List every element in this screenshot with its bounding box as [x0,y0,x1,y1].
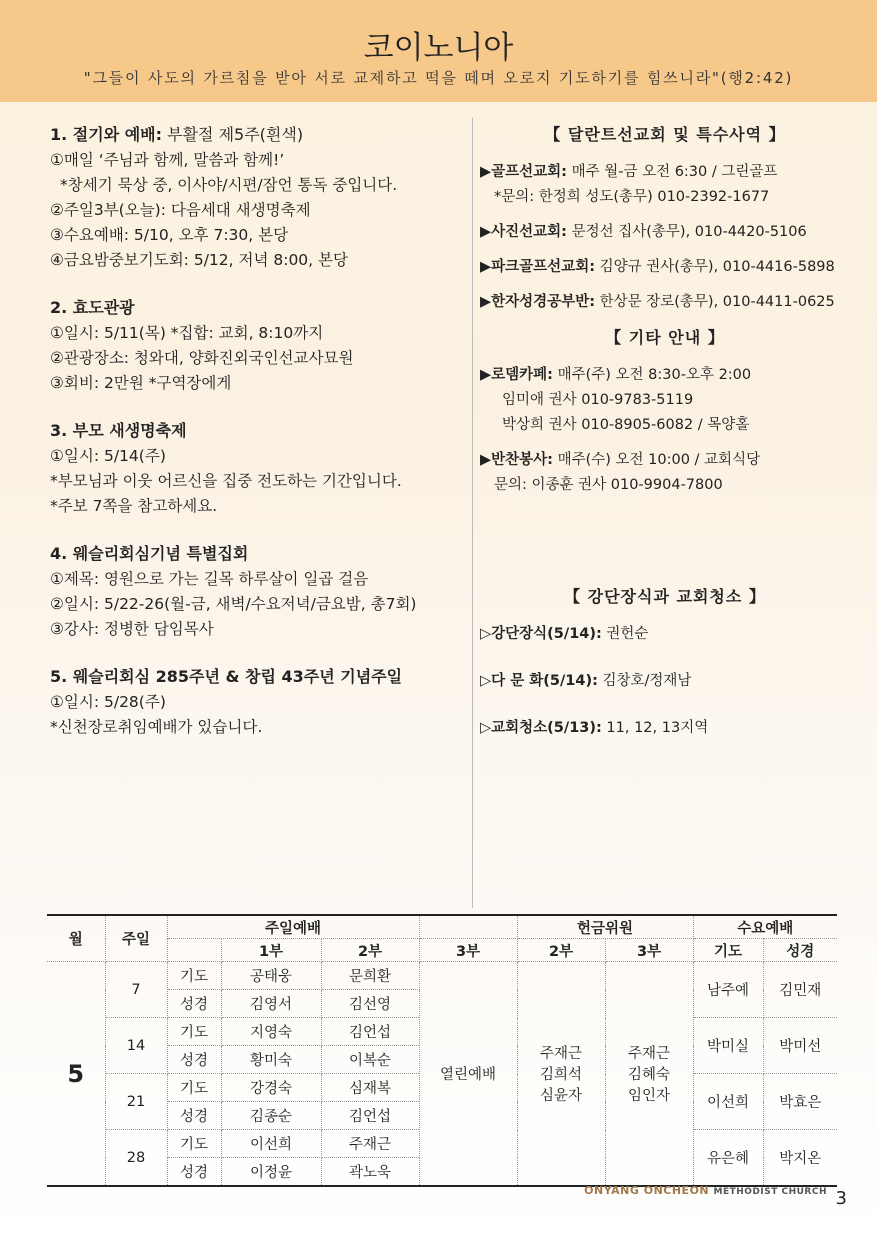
table-cell: 이정윤 [221,1158,321,1187]
text-line: *창세기 묵상 중, 이사야/시편/잠언 통독 중입니다. [60,176,398,194]
table-cell: 김선영 [321,990,419,1018]
week-cell: 14 [105,1018,167,1074]
text-line: ①일시: 5/28(주) [50,693,166,711]
rodem-cafe: ▶로뎀카페: 매주(주) 오전 8:30-오후 2:00 임미애 권사 010-9783-5119 박상희 권사 010-8905-6082 / 목양홀 [480,367,752,433]
text-line: ②주일3부(오늘): 다음세대 새생명축제 [50,201,311,219]
table-cell: 주재근 [321,1130,419,1158]
church-cleaning: ▷교회청소(5/13): 11, 12, 13지역 [480,720,709,736]
month-cell: 5 [47,962,105,1187]
header-3rd: 3부 [419,939,517,962]
header-wednesday: 수요예배 [693,915,837,939]
role-cell: 성경 [167,1046,221,1074]
section-parents-festival [50,418,465,519]
table-cell: 공태웅 [221,962,321,990]
parkgolf-ministry: ▶파크골프선교회: 김양규 권사(총무), 010-4416-5898 [480,259,835,275]
role-cell: 성경 [167,1158,221,1187]
hanja-bible-class: ▶한자성경공부반: 한상문 장로(총무), 010-4411-0625 [480,294,835,310]
role-cell: 기도 [167,1074,221,1102]
etc-heading: 【 기타 안내 】 [605,328,725,347]
section-title: 5. 웨슬리회심 285주년 & 창립 43주년 기념주일 [50,667,403,686]
text-line: *주보 7쪽을 참고하세요. [50,497,218,515]
role-cell: 성경 [167,1102,221,1130]
text-line: ②관광장소: 청와대, 양화진외국인선교사묘원 [50,349,354,367]
offering-2nd-cell: 주재근 김희석 심윤자 [517,962,605,1187]
text-line: ③강사: 정병한 담임목사 [50,620,214,638]
table-cell: 이선희 [693,1074,763,1130]
header-scripture: 성경 [763,939,837,962]
week-cell: 21 [105,1074,167,1130]
header-prayer: 기도 [693,939,763,962]
announcements-column [50,122,465,762]
side-dish-service: ▶반찬봉사: 매주(수) 오전 10:00 / 교회식당 문의: 이종훈 권사 010-9904-7800 [480,452,761,493]
text-line: ②일시: 5/22-26(월-금, 새벽/수요저녁/금요밤, 총7회) [50,595,417,613]
text-line: ①일시: 5/11(목) *집합: 교회, 8:10까지 [50,324,324,342]
table-cell: 강경숙 [221,1074,321,1102]
altar-heading: 【 강단장식과 교회청소 】 [564,587,766,606]
role-cell: 기도 [167,962,221,990]
multicultural: ▷다 문 화(5/14): 김창호/정재남 [480,673,692,689]
header-offering-2nd: 2부 [517,939,605,962]
page-title: 코이노니아 [363,30,514,66]
header-banner [0,0,877,102]
column-divider [472,118,473,908]
week-cell: 7 [105,962,167,1018]
table-cell: 박지온 [763,1130,837,1187]
section-title: 4. 웨슬리회심기념 특별집회 [50,544,249,563]
offering-3rd-cell: 주재근 김혜숙 임인자 [605,962,693,1187]
table-cell: 박미실 [693,1018,763,1074]
role-cell: 기도 [167,1018,221,1046]
section-title: 1. 절기와 예배: [50,125,163,144]
third-service-cell: 열린예배 [419,962,517,1187]
table-cell: 지영숙 [221,1018,321,1046]
table-cell: 김영서 [221,990,321,1018]
text-line: ③수요예배: 5/10, 오후 7:30, 본당 [50,226,289,244]
service-schedule-table [47,914,837,1187]
table-cell: 이선희 [221,1130,321,1158]
text-line: ①일시: 5/14(주) [50,447,166,465]
header-verse: "그들이 사도의 가르침을 받아 서로 교제하고 떡을 떼며 오로지 기도하기를 힘쓰니라"(행2:42) [83,69,794,87]
section-worship [50,122,465,273]
header-2nd: 2부 [321,939,419,962]
table-cell: 박미선 [763,1018,837,1074]
section-wesley-meeting [50,541,465,642]
role-cell: 성경 [167,990,221,1018]
text-line: ④금요밤중보기도회: 5/12, 저녁 8:00, 본당 [50,251,348,269]
table-cell: 김언섭 [321,1018,419,1046]
text-line: ①매일 ‘주님과 함께, 말씀과 함께!’ [50,151,285,169]
section-title-rest: 부활절 제5주(흰색) [162,125,304,144]
text-line: *부모님과 이웃 어르신을 집중 전도하는 기간입니다. [50,472,402,490]
table-cell: 심재복 [321,1074,419,1102]
photo-ministry: ▶사진선교회: 문정선 집사(총무), 010-4420-5106 [480,224,807,240]
table-cell: 남주예 [693,962,763,1018]
section-tour [50,295,465,396]
text-line: *신천장로취임예배가 있습니다. [50,718,263,736]
header-offering: 헌금위원 [517,915,693,939]
mission-heading: 【 달란트선교회 및 특수사역 】 [544,125,786,144]
page-number: 3 [835,1188,847,1209]
table-cell: 곽노욱 [321,1158,419,1187]
table-cell: 유은혜 [693,1130,763,1187]
ministries-column [480,118,850,763]
church-brand: ONYANG ONCHEON METHODIST CHURCH [584,1184,827,1197]
header-offering-3rd: 3부 [605,939,693,962]
table-cell: 이복순 [321,1046,419,1074]
role-cell: 기도 [167,1130,221,1158]
text-line: ①제목: 영원으로 가는 길목 하루살이 일곱 걸음 [50,570,369,588]
table-cell: 문희환 [321,962,419,990]
section-title: 2. 효도관광 [50,298,135,317]
text-line: ③회비: 2만원 *구역장에게 [50,374,232,392]
header-month: 월 [47,915,105,962]
header-sunday-service: 주일예배 [167,915,419,939]
table-cell: 김언섭 [321,1102,419,1130]
table-cell: 김종순 [221,1102,321,1130]
table-cell: 김민재 [763,962,837,1018]
section-anniversary [50,664,465,740]
week-cell: 28 [105,1130,167,1187]
header-week: 주일 [105,915,167,962]
header-1st: 1부 [221,939,321,962]
altar-decoration: ▷강단장식(5/14): 권헌순 [480,626,649,642]
table-cell: 황미숙 [221,1046,321,1074]
section-title: 3. 부모 새생명축제 [50,421,187,440]
table-cell: 박효은 [763,1074,837,1130]
golf-ministry: ▶골프선교회: 매주 월-금 오전 6:30 / 그린골프 *문의: 한정희 성도(총무) 010-2392-1677 [480,164,778,205]
